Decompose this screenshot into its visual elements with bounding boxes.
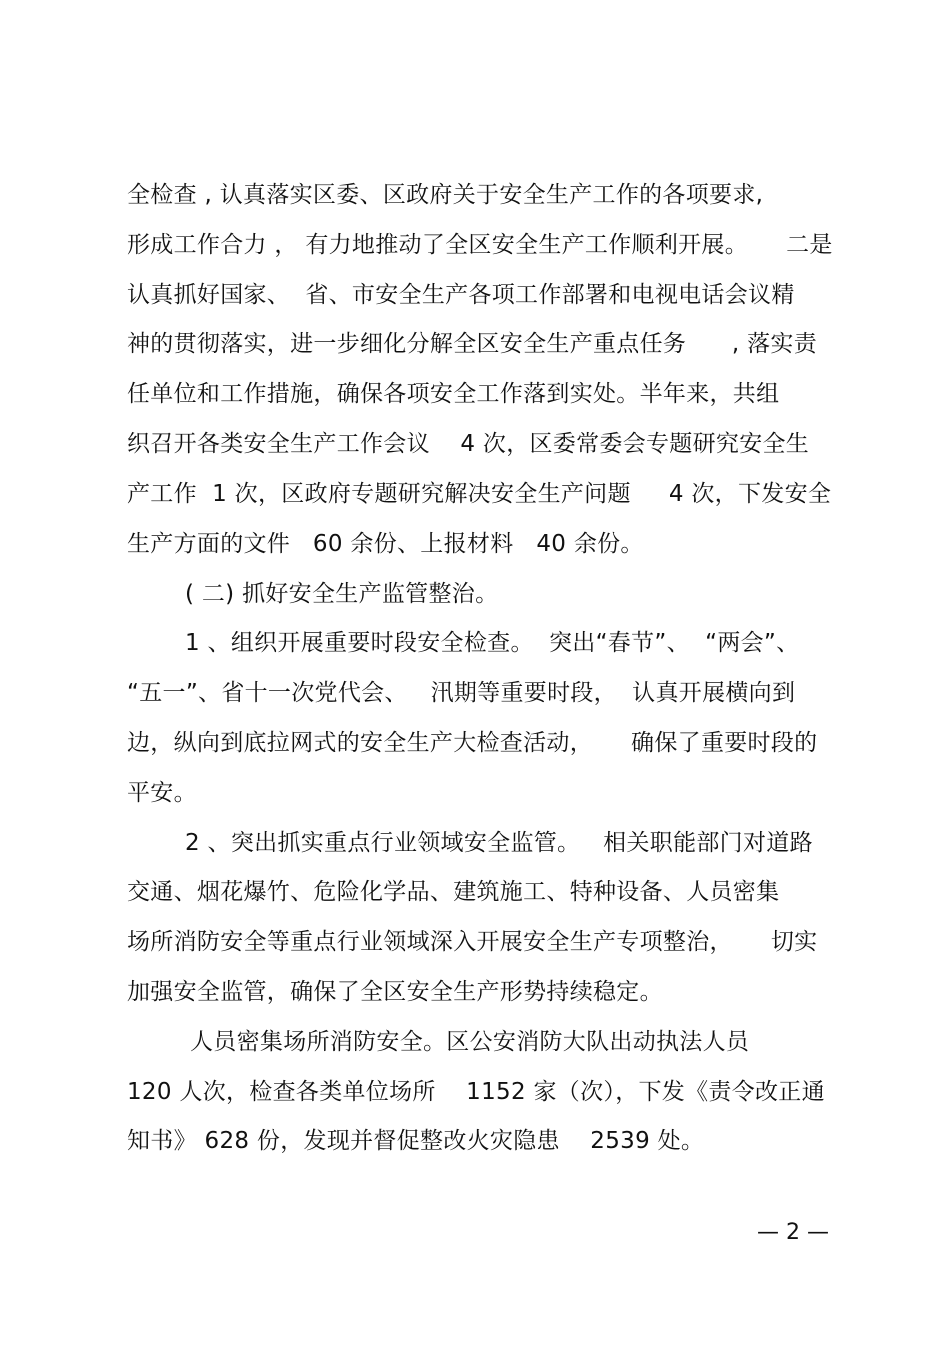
text-line: “五一”、省十一次党代会、 汛期等重要时段， 认真开展横向到: [127, 680, 796, 706]
text-line: 边，纵向到底拉网式的安全生产大检查活动， 确保了重要时段的: [127, 730, 818, 756]
text-line: 织召开各类安全生产工作会议 4 次，区委常委会专题研究安全生: [127, 431, 810, 457]
section-heading: ( 二) 抓好安全生产监管整治。: [185, 581, 499, 607]
text-line: 形成工作合力 ， 有力地推动了全区安全生产工作顺利开展。 二是: [127, 232, 833, 258]
text-line: 全检查 , 认真落实区委、区政府关于安全生产工作的各项要求,: [127, 182, 764, 208]
text-line: 产工作 1 次，区政府专题研究解决安全生产问题 4 次，下发安全: [127, 481, 832, 507]
page-number: — 2 —: [757, 1220, 829, 1245]
text-line: 加强安全监管，确保了全区安全生产形势持续稳定。: [127, 979, 663, 1005]
text-line: 平安。: [127, 780, 197, 806]
text-line: 场所消防安全等重点行业领域深入开展安全生产专项整治， 切实: [127, 929, 818, 955]
paragraph-start: 1 、组织开展重要时段安全检查。 突出“春节”、 “两会”、: [185, 630, 800, 656]
text-line: 任单位和工作措施，确保各项安全工作落到实处。半年来，共组: [127, 381, 780, 407]
text-line: 知书》 628 份，发现并督促整改火灾隐患 2539 处。: [127, 1128, 705, 1154]
text-line: 神的贯彻落实，进一步细化分解全区安全生产重点任务 , 落实责: [127, 331, 817, 357]
text-line: 120 人次，检查各类单位场所 1152 家（次），下发《责令改正通: [127, 1079, 825, 1105]
paragraph-start: 人员密集场所消防安全。区公安消防大队出动执法人员: [190, 1029, 750, 1055]
text-line: 交通、烟花爆竹、危险化学品、建筑施工、特种设备、人员密集: [127, 879, 780, 905]
paragraph-start: 2 、突出抓实重点行业领域安全监管。 相关职能部门对道路: [185, 830, 813, 856]
text-line: 认真抓好国家、 省、市安全生产各项工作部署和电视电话会议精: [127, 282, 795, 308]
text-line: 生产方面的文件 60 余份、上报材料 40 余份。: [127, 531, 644, 557]
